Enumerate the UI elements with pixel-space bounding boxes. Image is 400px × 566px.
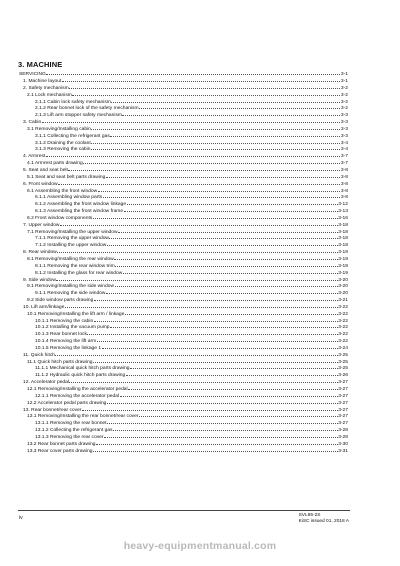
toc-entry-page: 3-13 [338,209,348,214]
toc-leader-dots [104,433,338,438]
toc-entry-label: 9.1 Removing/Installing the side window [27,284,114,289]
toc-entry-label: 7. Upper window [23,222,60,228]
toc-entry-page: 3-28 [338,434,348,440]
watermark: heavy-equipmentmanual.com [123,540,277,552]
toc-leader-dots [106,173,341,178]
toc-entry[interactable] [19,118,348,125]
toc-entry-page: 3-27 [338,400,348,406]
toc-entry[interactable] [19,132,348,139]
toc-entry-label: 12.1.1 Removing the accelerator pedal [35,393,120,399]
toc-leader-dots [57,248,337,253]
toc-entry-page: 3-3 [340,120,348,125]
toc-entry-page: 3-12 [338,202,348,207]
toc-entry-page: 3-8 [340,181,348,187]
toc-entry[interactable] [19,255,348,262]
toc-entry-page: 3-8 [340,168,348,173]
toc-entry-page: 3-31 [338,448,348,454]
toc-entry-page: 3-22 [338,332,348,337]
toc-entry-label: 5.1 Seat and seat belt parts drawing [27,174,106,180]
toc-leader-dots [125,310,338,315]
toc-entry-page: 3-8 [340,174,348,180]
toc-entry-page: 3-7 [340,154,348,159]
toc-entry-label: 3. Cabin [23,120,42,125]
toc-entry-page: 3-24 [338,345,348,351]
toc-entry[interactable] [19,227,348,234]
toc-entry[interactable] [19,385,348,392]
toc-entry[interactable] [19,91,348,98]
toc-leader-dots [130,364,338,369]
toc-entry-label: 2.1 Lock mechanism [27,92,72,98]
toc-entry-label: 2.1.3 Lift arm stopper safety mechanism [35,113,122,118]
toc-entry-page: 3-19 [338,263,348,269]
toc-entry[interactable] [19,262,348,269]
toc-leader-dots [139,104,340,109]
toc-entry-label: 6.1.1 Assembling window parts [35,195,103,201]
toc-entry-label: 9.1.1 Removing the side window [35,291,106,296]
toc-entry-page: 3-8 [340,195,348,201]
toc-leader-dots [115,282,338,287]
issue-note: KiSC issued 01, 2018 A [298,519,349,524]
toc-entry-page: 3-19 [338,256,348,262]
toc-entry-page: 3-19 [338,250,348,255]
toc-entry[interactable] [19,364,348,371]
toc-entry[interactable] [19,371,348,378]
toc-entry-label: 13.3 Rear cover parts drawing [27,448,93,454]
toc-leader-dots [83,159,340,164]
toc-leader-dots [107,419,338,424]
toc-entry-page: 3-2 [340,85,348,91]
toc-entry[interactable] [19,268,348,275]
toc-entry-label: 3.1.3 Removing the cabin [35,147,91,153]
toc-entry[interactable] [19,214,348,221]
page-number: iv [19,515,23,521]
toc-leader-dots [65,303,338,308]
toc-leader-dots [62,77,341,82]
toc-leader-dots [94,316,338,321]
toc-entry-page: 3-27 [338,414,348,420]
toc-leader-dots [126,371,338,376]
toc-entry-label: 13.1.3 Removing the rear cover [35,434,104,440]
toc-leader-dots [42,118,341,123]
toc-entry-page: 3-26 [338,373,348,378]
toc-entry[interactable] [19,405,348,412]
toc-entry-label: 11. Quick hitch [23,352,55,358]
toc-entry-page: 3-2 [340,92,348,98]
toc-entry[interactable] [19,289,348,296]
toc-leader-dots [103,193,341,198]
toc-leader-dots [72,91,340,96]
toc-entry[interactable] [19,357,348,364]
toc-leader-dots [110,132,340,137]
footer-info [299,513,349,525]
toc-leader-dots [58,180,340,185]
toc-entry[interactable] [19,159,348,166]
toc-entry-label: 6.1 Assembling the front window [27,188,98,194]
toc-entry-page: 3-3 [340,113,348,118]
toc-entry[interactable] [19,207,348,214]
toc-entry[interactable] [19,296,348,303]
toc-entry-label: 2.1.2 Rear bonnet lock of the safety mechanism [35,106,139,112]
toc-entry[interactable] [19,241,348,248]
toc-leader-dots [111,97,340,102]
toc-entry-label: 13.2 Rear bonnet parts drawing [27,441,96,447]
toc-entry-label: 3.1.1 Collecting the refrigerant gas [35,133,110,139]
toc-leader-dots [94,296,338,301]
toc-entry-page: 3-22 [338,311,348,317]
toc-entry-label: 11.1.1 Mechanical quick hitch parts drawing [35,366,130,372]
toc-leader-dots [55,351,337,356]
toc-entry[interactable] [19,70,348,77]
toc-entry[interactable] [19,77,348,84]
toc-entry-label: 3.1.2 Draining the coolant [35,140,91,146]
toc-entry[interactable] [19,344,348,351]
toc-entry[interactable] [19,125,348,132]
toc-leader-dots [91,125,340,130]
toc-entry-page: 3-25 [338,366,348,372]
toc-leader-dots [69,378,337,383]
toc-entry[interactable] [19,412,348,419]
toc-entry-page: 3-27 [338,380,348,385]
footer-divider [18,510,350,511]
section-title: 3. MACHINE [18,60,63,69]
toc-leader-dots [107,399,338,404]
toc-entry[interactable] [19,97,348,104]
toc-leader-dots [113,426,338,431]
toc-entry-label: 13.1 Removing/Installing the rear bonnet/rear cover [27,414,139,420]
toc-entry-label: 4. Armrest [23,154,46,159]
toc-entry-page: 3-1 [340,79,348,84]
toc-entry[interactable] [19,234,348,241]
toc-entry[interactable] [19,392,348,399]
toc-entry-label: 8. Rear window [23,250,57,255]
toc-entry-label: SERVICING [19,72,46,77]
toc-leader-dots [127,200,338,205]
toc-entry-page: 3-22 [338,325,348,331]
toc-entry[interactable] [19,248,348,255]
toc-entry-page: 3-20 [338,291,348,296]
toc-entry[interactable] [19,186,348,193]
toc-entry-label: 10.1.2 Installing the vacuum pump [35,325,110,331]
toc-entry-label: 9.2 Side window parts drawing [27,298,94,303]
toc-entry[interactable] [19,426,348,433]
toc-entry-page: 3-4 [340,140,348,146]
toc-entry[interactable] [19,104,348,111]
toc-entry-page: 3-3 [340,133,348,139]
toc-entry[interactable] [19,275,348,282]
toc-leader-dots [107,241,338,246]
toc-leader-dots [87,330,337,335]
toc-entry-label: 6.2 Front window components [27,215,93,221]
toc-leader-dots [124,207,338,212]
toc-entry-page: 3-25 [338,359,348,365]
toc-leader-dots [91,138,340,143]
toc-entry-label: 6.1.3 Assembling the front window frame [35,209,124,214]
toc-leader-dots [93,214,338,219]
toc-leader-dots [110,323,338,328]
toc-entry-label: 10.1.5 Removing the linkage 1 [35,345,102,351]
toc-entry-page: 3-2 [340,106,348,112]
toc-leader-dots [139,412,338,417]
toc-entry-label: 12. Accelerator pedal [23,380,69,385]
toc-entry[interactable] [19,200,348,207]
toc-entry-page: 3-18 [338,236,348,242]
toc-entry-page: 3-25 [338,352,348,358]
toc-entry-page: 3-18 [338,222,348,228]
toc-entry-page: 3-28 [338,428,348,433]
toc-leader-dots [123,268,338,273]
toc-entry-label: 10.1.3 Rear bonnet lock [35,332,87,337]
toc-entry-label: 2. Safety mechanism [23,85,69,91]
toc-leader-dots [98,186,341,191]
toc-entry-page: 3-21 [338,298,348,303]
toc-entry-label: 8.1.2 Installing the glass for rear window [35,270,123,276]
toc-entry-page: 3-7 [340,161,348,166]
toc-entry-label: 5. Seat and seat belt [23,168,68,173]
toc-leader-dots [56,275,337,280]
toc-entry[interactable] [19,84,348,91]
toc-entry[interactable] [19,180,348,187]
toc-entry-page: 3-3 [340,126,348,132]
toc-leader-dots [46,70,340,75]
toc-leader-dots [122,111,340,116]
toc-entry-page: 3-18 [338,243,348,248]
toc-entry-label: 1. Machine layout [23,79,62,84]
toc-entry[interactable] [19,351,348,358]
toc-entry-label: 13.1.1 Removing the rear bonnet [35,421,107,426]
toc-entry[interactable] [19,316,348,323]
toc-entry[interactable] [19,221,348,228]
toc-entry[interactable] [19,440,348,447]
toc-entry-label: 7.1.2 Installing the upper window [35,243,107,248]
toc-leader-dots [46,152,341,157]
toc-leader-dots [93,446,338,451]
toc-entry-label: 6.1.2 Assembling the front window linkage [35,202,127,207]
toc-entry-label: 9. Side window [23,277,56,283]
toc-entry[interactable] [19,111,348,118]
toc-entry-page: 3-19 [338,270,348,276]
toc-entry-page: 3-1 [340,72,348,77]
toc-leader-dots [96,440,338,445]
toc-entry-label: 7.1.1 Removing the upper window [35,236,109,242]
toc-entry-label: 8.1 Removing/Installing the rear window [27,256,114,262]
toc-entry-page: 3-27 [338,387,348,392]
toc-entry[interactable] [19,419,348,426]
toc-entry[interactable] [19,310,348,317]
toc-entry-label: 11.1 Quick hitch parts drawing [27,359,93,365]
toc-leader-dots [97,337,338,342]
toc-entry[interactable] [19,282,348,289]
toc-leader-dots [82,405,338,410]
toc-entry[interactable] [19,173,348,180]
toc-entry-label: 7.1 Removing/Installing the upper window [27,229,118,235]
toc-entry-page: 3-22 [338,304,348,310]
toc-entry-label: 10.1.1 Removing the cabin [35,318,94,324]
toc-entry-label: 8.1.1 Removing the rear window trim [35,263,115,269]
toc-entry[interactable] [19,433,348,440]
toc-entry[interactable] [19,330,348,337]
toc-entry-label: 12.1 Removing/Installing the accelerator pedal [27,387,128,392]
toc-leader-dots [114,255,337,260]
toc-leader-dots [60,221,338,226]
toc-leader-dots [93,357,338,362]
toc-entry[interactable] [19,166,348,173]
toc-leader-dots [68,166,340,171]
toc-entry-page: 3-30 [338,441,348,447]
toc-entry-page: 3-27 [338,393,348,399]
toc-entry[interactable] [19,193,348,200]
toc-leader-dots [102,344,338,349]
toc-entry[interactable] [19,152,348,159]
toc-leader-dots [69,84,340,89]
toc-entry-page: 3-18 [338,229,348,235]
toc-entry[interactable] [19,138,348,145]
toc-entry-label: 10.1.4 Removing the lift arm [35,339,97,344]
toc-entry[interactable] [19,145,348,152]
toc-leader-dots [106,289,338,294]
toc-leader-dots [115,262,338,267]
toc-entry[interactable] [19,303,348,310]
toc-entry-page: 3-22 [338,339,348,344]
toc-entry[interactable] [19,399,348,406]
toc-leader-dots [109,234,337,239]
toc-entry[interactable] [19,446,348,453]
toc-entry-page: 3-2 [340,99,348,105]
toc-leader-dots [118,227,338,232]
table-of-contents [19,70,348,453]
toc-entry-label: 11.1.2 Hydraulic quick hitch parts drawing [35,373,126,378]
model-code: SVL95-2S [298,513,321,518]
toc-entry-page: 3-20 [338,284,348,289]
toc-entry[interactable] [19,323,348,330]
toc-entry-page: 3-27 [338,421,348,426]
toc-leader-dots [128,385,338,390]
toc-entry-label: 6. Front window [23,181,58,187]
toc-entry[interactable] [19,378,348,385]
toc-entry-page: 3-16 [338,215,348,221]
toc-entry-label: 13. Rear bonnet/rear cover [23,407,82,413]
toc-entry-label: 12.2 Accelerator pedal parts drawing [27,400,107,406]
toc-entry[interactable] [19,337,348,344]
toc-entry-label: 10. Lift arm/linkage [23,304,65,310]
toc-entry-page: 3-22 [338,318,348,324]
toc-entry-page: 3-8 [340,188,348,194]
toc-leader-dots [120,392,338,397]
toc-leader-dots [91,145,340,150]
toc-entry-label: 13.1.2 Collecting the refrigerant gas [35,428,113,433]
toc-entry-page: 3-20 [338,277,348,283]
toc-entry-page: 3-27 [338,407,348,413]
toc-entry-label: 10.1 Removing/Installing the lift arm / linkage [27,311,125,317]
toc-entry-page: 3-4 [340,147,348,153]
toc-entry-label: 4.1 Armrest parts drawing [27,161,83,166]
toc-entry-label: 2.1.1 Cabin lock safety mechanism [35,99,111,105]
toc-entry-label: 3.1 Removing/Installing cabin [27,126,91,132]
